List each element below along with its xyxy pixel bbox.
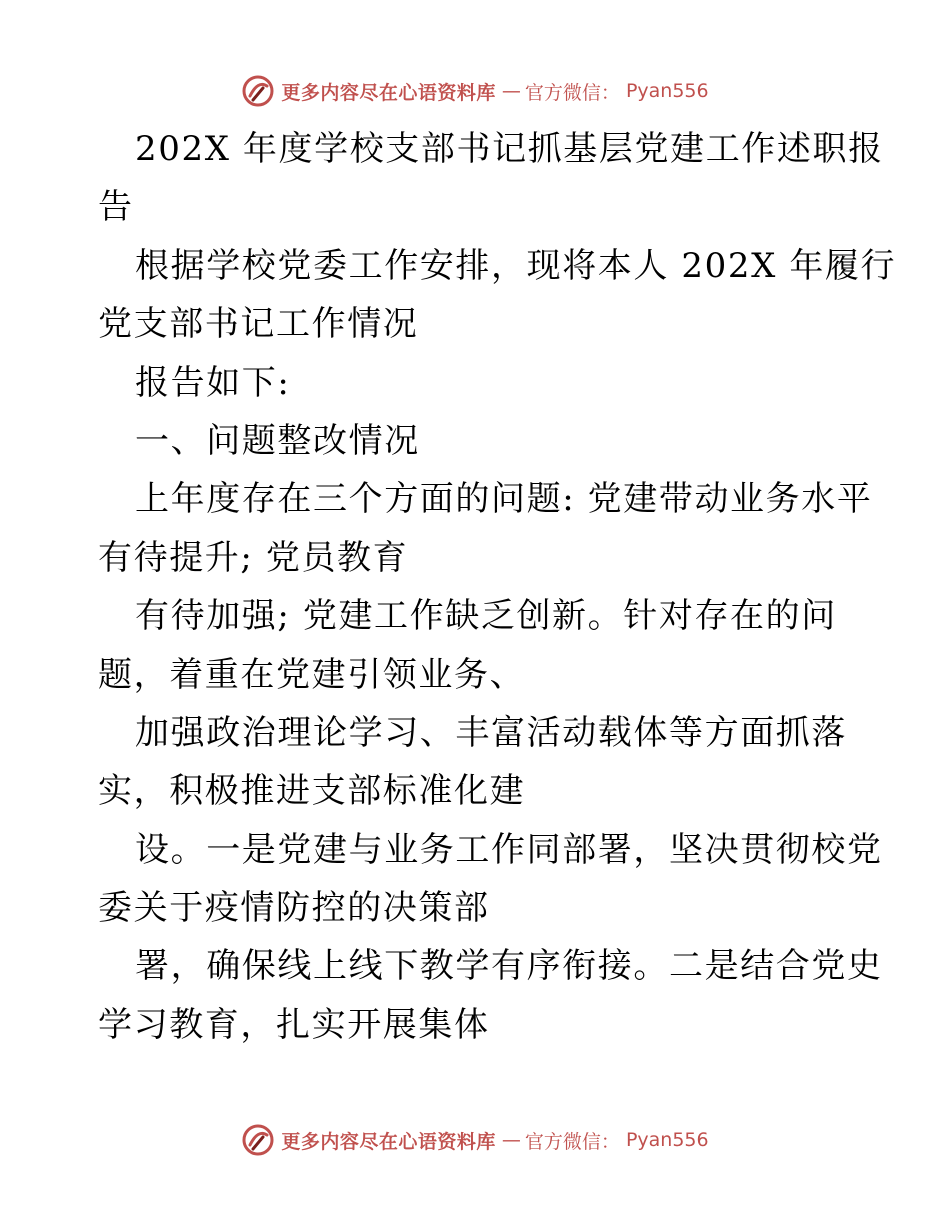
paragraph-line: 实，积极推进支部标准化建: [98, 771, 526, 812]
section-heading: 一、问题整改情况: [135, 420, 420, 461]
paragraph-line: 党支部书记工作情况: [98, 304, 419, 345]
paragraph-line: 报告如下:: [135, 362, 291, 403]
banner-wechat-label: 官方微信：: [524, 1130, 620, 1153]
banner-wechat-id: Pyan556: [625, 1129, 709, 1151]
banner-wechat-id: Pyan556: [625, 80, 709, 102]
header-banner: [0, 71, 950, 111]
footer-banner: [0, 1120, 950, 1160]
paragraph-line: 上年度存在三个方面的问题: 党建带动业务水平: [135, 479, 873, 520]
title-line: 202X 年度学校支部书记抓基层党建工作述职报: [135, 129, 884, 169]
banner-wechat-label: 官方微信：: [524, 81, 620, 104]
document-body: [98, 120, 897, 1054]
title-line: 告: [98, 187, 134, 228]
paragraph-line: 根据学校党委工作安排，现将本人 202X 年履行: [135, 245, 897, 286]
paragraph-line: 有待加强; 党建工作缺乏创新。针对存在的问: [135, 596, 837, 637]
paragraph-line: 有待提升; 党员教育: [98, 537, 409, 578]
banner-text: 更多内容尽在心语资料库: [281, 1130, 496, 1153]
brand-logo-icon: [241, 1123, 275, 1157]
paragraph-line: 设。一是党建与业务工作同部署，坚决贯彻校党: [135, 829, 883, 870]
banner-dash: —: [501, 80, 519, 102]
banner-text: 更多内容尽在心语资料库: [281, 81, 496, 104]
paragraph-line: 委关于疫情防控的决策部: [98, 888, 490, 929]
paragraph-line: 学习教育，扎实开展集体: [98, 1004, 490, 1045]
paragraph-line: 加强政治理论学习、丰富活动载体等方面抓落: [135, 712, 847, 753]
paragraph-line: 题，着重在党建引领业务、: [98, 654, 526, 695]
paragraph-line: 署，确保线上线下教学有序衔接。二是结合党史: [135, 946, 883, 987]
brand-logo-icon: [241, 74, 275, 108]
banner-dash: —: [501, 1129, 519, 1151]
